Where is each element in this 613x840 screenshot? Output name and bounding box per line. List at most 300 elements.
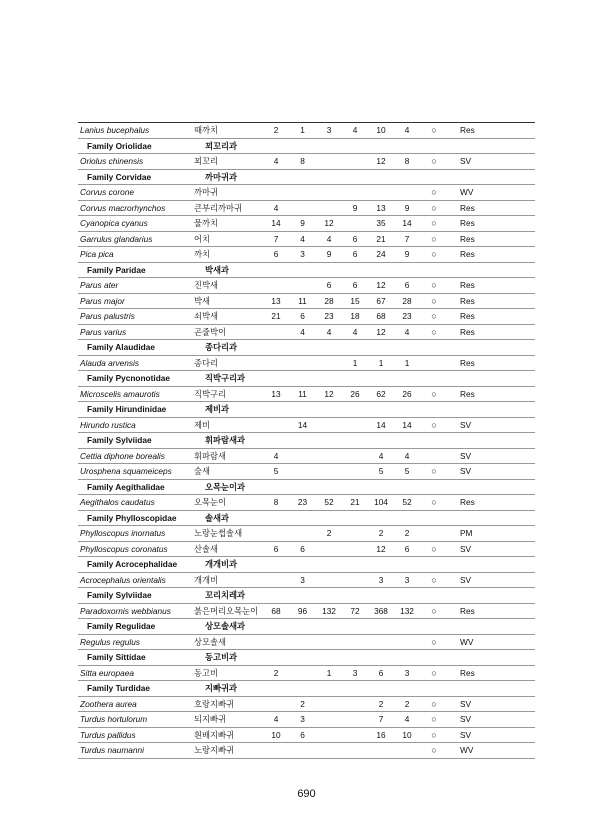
count-cell: 15 (342, 293, 368, 309)
count-cell: 4 (394, 324, 420, 340)
presence-mark: ○ (420, 743, 448, 759)
family-korean-name: 지빠귀과 (192, 681, 263, 697)
count-cell: 5 (263, 464, 289, 480)
empty-cell (342, 479, 368, 495)
count-cell: 3 (394, 665, 420, 681)
empty-cell (289, 169, 316, 185)
status-code: SV (448, 154, 535, 170)
status-code: SV (448, 417, 535, 433)
count-cell: 12 (368, 324, 394, 340)
status-code: WV (448, 185, 535, 201)
count-cell: 7 (263, 231, 289, 247)
scientific-name: Alauda arvensis (78, 355, 192, 371)
count-cell (368, 743, 394, 759)
scientific-name: Garrulus glandarius (78, 231, 192, 247)
presence-mark: ○ (420, 216, 448, 232)
empty-cell (448, 650, 535, 666)
empty-cell (368, 169, 394, 185)
empty-cell (263, 479, 289, 495)
species-row (78, 293, 535, 309)
count-cell: 13 (263, 386, 289, 402)
presence-mark: ○ (420, 185, 448, 201)
count-cell (316, 185, 342, 201)
species-row (78, 324, 535, 340)
count-cell: 6 (289, 541, 316, 557)
count-cell: 12 (316, 216, 342, 232)
count-cell: 68 (368, 309, 394, 325)
count-cell: 13 (263, 293, 289, 309)
species-row (78, 541, 535, 557)
family-korean-name: 오목눈이과 (192, 479, 263, 495)
korean-name: 곤줄박이 (192, 324, 263, 340)
scientific-name: Turdus pallidus (78, 727, 192, 743)
count-cell: 4 (368, 448, 394, 464)
korean-name: 종다리 (192, 355, 263, 371)
scientific-name: Aegithalos caudatus (78, 495, 192, 511)
scientific-name: Sitta europaea (78, 665, 192, 681)
family-name: Family Pycnonotidae (78, 371, 192, 387)
count-cell: 10 (394, 727, 420, 743)
family-name: Family Corvidae (78, 169, 192, 185)
empty-cell (316, 371, 342, 387)
family-name: Family Sylviidae (78, 433, 192, 449)
empty-cell (394, 650, 420, 666)
species-row (78, 247, 535, 263)
empty-cell (448, 619, 535, 635)
count-cell (263, 572, 289, 588)
empty-cell (342, 138, 368, 154)
empty-cell (420, 681, 448, 697)
count-cell (342, 185, 368, 201)
empty-cell (342, 402, 368, 418)
count-cell (289, 665, 316, 681)
family-korean-name: 종다리과 (192, 340, 263, 356)
empty-cell (289, 402, 316, 418)
empty-cell (394, 588, 420, 604)
korean-name: 까마귀 (192, 185, 263, 201)
empty-cell (316, 433, 342, 449)
scientific-name: Pica pica (78, 247, 192, 263)
korean-name: 호랑지빠귀 (192, 696, 263, 712)
count-cell: 4 (263, 200, 289, 216)
korean-name: 노랑지빠귀 (192, 743, 263, 759)
korean-name: 되지빠귀 (192, 712, 263, 728)
scientific-name: Microscelis amaurotis (78, 386, 192, 402)
species-row (78, 464, 535, 480)
count-cell (289, 743, 316, 759)
species-row (78, 154, 535, 170)
empty-cell (263, 169, 289, 185)
count-cell: 4 (342, 123, 368, 139)
korean-name: 박새 (192, 293, 263, 309)
count-cell (316, 448, 342, 464)
family-name: Family Turdidae (78, 681, 192, 697)
empty-cell (316, 169, 342, 185)
family-korean-name: 상모솔새과 (192, 619, 263, 635)
presence-mark: ○ (420, 123, 448, 139)
empty-cell (420, 262, 448, 278)
empty-cell (448, 479, 535, 495)
species-row (78, 727, 535, 743)
count-cell: 6 (289, 309, 316, 325)
species-table (78, 122, 535, 759)
empty-cell (289, 588, 316, 604)
korean-name: 숲새 (192, 464, 263, 480)
count-cell: 3 (289, 712, 316, 728)
count-cell: 3 (394, 572, 420, 588)
korean-name: 휘파람새 (192, 448, 263, 464)
empty-cell (368, 557, 394, 573)
empty-cell (263, 340, 289, 356)
empty-cell (316, 479, 342, 495)
status-code: Res (448, 123, 535, 139)
species-row (78, 278, 535, 294)
presence-mark: ○ (420, 665, 448, 681)
empty-cell (368, 650, 394, 666)
count-cell: 12 (368, 154, 394, 170)
count-cell: 368 (368, 603, 394, 619)
empty-cell (342, 588, 368, 604)
scientific-name: Zoothera aurea (78, 696, 192, 712)
count-cell (342, 526, 368, 542)
species-row (78, 231, 535, 247)
count-cell: 2 (368, 696, 394, 712)
count-cell: 6 (263, 541, 289, 557)
empty-cell (368, 402, 394, 418)
family-korean-name: 솔새과 (192, 510, 263, 526)
scientific-name: Turdus hortulorum (78, 712, 192, 728)
presence-mark (420, 448, 448, 464)
species-row (78, 386, 535, 402)
count-cell: 6 (342, 278, 368, 294)
family-row (78, 510, 535, 526)
empty-cell (394, 557, 420, 573)
count-cell: 68 (263, 603, 289, 619)
count-cell (263, 526, 289, 542)
count-cell (316, 417, 342, 433)
family-row (78, 169, 535, 185)
count-cell: 2 (263, 123, 289, 139)
presence-mark: ○ (420, 417, 448, 433)
family-name: Family Oriolidae (78, 138, 192, 154)
count-cell: 6 (342, 231, 368, 247)
family-name: Family Aegithalidae (78, 479, 192, 495)
status-code: Res (448, 293, 535, 309)
count-cell: 3 (316, 123, 342, 139)
empty-cell (289, 138, 316, 154)
presence-mark: ○ (420, 495, 448, 511)
count-cell (263, 696, 289, 712)
table-body (78, 123, 535, 759)
empty-cell (342, 262, 368, 278)
empty-cell (316, 588, 342, 604)
family-row (78, 479, 535, 495)
status-code: SV (448, 712, 535, 728)
species-row (78, 216, 535, 232)
count-cell (342, 634, 368, 650)
species-row (78, 495, 535, 511)
count-cell: 3 (342, 665, 368, 681)
presence-mark: ○ (420, 293, 448, 309)
species-row (78, 448, 535, 464)
count-cell (289, 200, 316, 216)
family-name: Family Acrocephalidae (78, 557, 192, 573)
count-cell (316, 572, 342, 588)
count-cell: 4 (342, 324, 368, 340)
count-cell: 4 (263, 712, 289, 728)
scientific-name: Phylloscopus coronatus (78, 541, 192, 557)
page-number: 690 (297, 788, 316, 800)
korean-name: 오목눈이 (192, 495, 263, 511)
count-cell: 9 (394, 247, 420, 263)
count-cell (394, 634, 420, 650)
empty-cell (263, 619, 289, 635)
count-cell: 1 (316, 665, 342, 681)
empty-cell (342, 371, 368, 387)
korean-name: 어치 (192, 231, 263, 247)
empty-cell (368, 371, 394, 387)
count-cell: 24 (368, 247, 394, 263)
family-row (78, 433, 535, 449)
status-code: SV (448, 541, 535, 557)
empty-cell (448, 402, 535, 418)
family-row (78, 138, 535, 154)
korean-name: 흰배지빠귀 (192, 727, 263, 743)
count-cell: 28 (316, 293, 342, 309)
empty-cell (289, 262, 316, 278)
korean-name: 동고비 (192, 665, 263, 681)
empty-cell (420, 479, 448, 495)
count-cell: 14 (263, 216, 289, 232)
empty-cell (316, 557, 342, 573)
species-row (78, 743, 535, 759)
species-row (78, 526, 535, 542)
presence-mark: ○ (420, 247, 448, 263)
empty-cell (448, 681, 535, 697)
species-row (78, 696, 535, 712)
count-cell (342, 417, 368, 433)
empty-cell (394, 402, 420, 418)
presence-mark: ○ (420, 278, 448, 294)
empty-cell (342, 169, 368, 185)
korean-name: 큰부리까마귀 (192, 200, 263, 216)
count-cell (263, 743, 289, 759)
empty-cell (368, 262, 394, 278)
count-cell: 1 (289, 123, 316, 139)
empty-cell (263, 371, 289, 387)
scientific-name: Corvus macrorhynchos (78, 200, 192, 216)
count-cell: 35 (368, 216, 394, 232)
presence-mark: ○ (420, 603, 448, 619)
family-korean-name: 박새과 (192, 262, 263, 278)
empty-cell (368, 588, 394, 604)
count-cell (289, 448, 316, 464)
count-cell: 2 (289, 696, 316, 712)
family-korean-name: 직박구리과 (192, 371, 263, 387)
species-row (78, 355, 535, 371)
count-cell: 9 (289, 216, 316, 232)
empty-cell (289, 340, 316, 356)
status-code: Res (448, 495, 535, 511)
count-cell (316, 541, 342, 557)
korean-name: 때까치 (192, 123, 263, 139)
scientific-name: Paradoxornis webbianus (78, 603, 192, 619)
empty-cell (368, 479, 394, 495)
empty-cell (316, 510, 342, 526)
species-row (78, 603, 535, 619)
korean-name: 상모솔새 (192, 634, 263, 650)
presence-mark: ○ (420, 572, 448, 588)
count-cell: 14 (394, 216, 420, 232)
presence-mark: ○ (420, 231, 448, 247)
count-cell: 62 (368, 386, 394, 402)
count-cell: 4 (289, 231, 316, 247)
species-row (78, 634, 535, 650)
count-cell (316, 634, 342, 650)
status-code: Res (448, 386, 535, 402)
count-cell: 23 (316, 309, 342, 325)
empty-cell (263, 138, 289, 154)
empty-cell (394, 262, 420, 278)
empty-cell (448, 588, 535, 604)
count-cell: 7 (394, 231, 420, 247)
empty-cell (420, 371, 448, 387)
count-cell (342, 448, 368, 464)
empty-cell (342, 510, 368, 526)
count-cell (316, 696, 342, 712)
empty-cell (263, 650, 289, 666)
count-cell: 8 (289, 154, 316, 170)
korean-name: 직박구리 (192, 386, 263, 402)
status-code: Res (448, 200, 535, 216)
scientific-name: Phylloscopus inornatus (78, 526, 192, 542)
empty-cell (289, 619, 316, 635)
status-code: Res (448, 665, 535, 681)
count-cell (263, 417, 289, 433)
empty-cell (316, 681, 342, 697)
family-name: Family Sylviidae (78, 588, 192, 604)
status-code: WV (448, 743, 535, 759)
species-row (78, 123, 535, 139)
count-cell: 4 (394, 712, 420, 728)
count-cell: 2 (263, 665, 289, 681)
empty-cell (420, 138, 448, 154)
count-cell (263, 278, 289, 294)
status-code: WV (448, 634, 535, 650)
empty-cell (394, 169, 420, 185)
empty-cell (368, 510, 394, 526)
status-code: Res (448, 355, 535, 371)
count-cell: 1 (342, 355, 368, 371)
korean-name: 노랑눈썹솔새 (192, 526, 263, 542)
count-cell (342, 572, 368, 588)
family-korean-name: 제비과 (192, 402, 263, 418)
scientific-name: Parus varius (78, 324, 192, 340)
count-cell: 4 (289, 324, 316, 340)
family-name: Family Phylloscopidae (78, 510, 192, 526)
count-cell: 67 (368, 293, 394, 309)
count-cell (289, 278, 316, 294)
empty-cell (342, 433, 368, 449)
count-cell (316, 200, 342, 216)
scientific-name: Lanius bucephalus (78, 123, 192, 139)
scientific-name: Parus major (78, 293, 192, 309)
empty-cell (316, 262, 342, 278)
count-cell: 4 (263, 154, 289, 170)
family-korean-name: 꼬리치레과 (192, 588, 263, 604)
presence-mark: ○ (420, 696, 448, 712)
count-cell: 13 (368, 200, 394, 216)
count-cell (289, 634, 316, 650)
presence-mark: ○ (420, 386, 448, 402)
count-cell: 7 (368, 712, 394, 728)
count-cell: 23 (289, 495, 316, 511)
count-cell: 14 (289, 417, 316, 433)
count-cell (316, 355, 342, 371)
empty-cell (394, 371, 420, 387)
count-cell: 1 (368, 355, 394, 371)
family-korean-name: 동고비과 (192, 650, 263, 666)
korean-name: 진박새 (192, 278, 263, 294)
empty-cell (420, 650, 448, 666)
presence-mark: ○ (420, 309, 448, 325)
presence-mark: ○ (420, 727, 448, 743)
empty-cell (368, 619, 394, 635)
count-cell: 9 (394, 200, 420, 216)
count-cell: 12 (316, 386, 342, 402)
scientific-name: Corvus corone (78, 185, 192, 201)
empty-cell (420, 340, 448, 356)
status-code: Res (448, 309, 535, 325)
empty-cell (394, 510, 420, 526)
count-cell: 52 (316, 495, 342, 511)
count-cell: 6 (316, 278, 342, 294)
count-cell (368, 634, 394, 650)
species-row (78, 309, 535, 325)
count-cell: 8 (394, 154, 420, 170)
count-cell: 4 (316, 231, 342, 247)
status-code: Res (448, 247, 535, 263)
korean-name: 꾀꼬리 (192, 154, 263, 170)
count-cell: 21 (342, 495, 368, 511)
empty-cell (394, 340, 420, 356)
count-cell: 9 (342, 200, 368, 216)
count-cell: 10 (368, 123, 394, 139)
family-name: Family Alaudidae (78, 340, 192, 356)
family-row (78, 619, 535, 635)
count-cell (394, 185, 420, 201)
count-cell: 14 (394, 417, 420, 433)
count-cell: 5 (368, 464, 394, 480)
empty-cell (289, 510, 316, 526)
status-code: Res (448, 278, 535, 294)
family-name: Family Sittidae (78, 650, 192, 666)
count-cell: 6 (289, 727, 316, 743)
scientific-name: Regulus regulus (78, 634, 192, 650)
scientific-name: Hirundo rustica (78, 417, 192, 433)
korean-name: 산솔새 (192, 541, 263, 557)
count-cell: 104 (368, 495, 394, 511)
presence-mark: ○ (420, 154, 448, 170)
empty-cell (448, 262, 535, 278)
count-cell: 26 (394, 386, 420, 402)
empty-cell (263, 262, 289, 278)
scientific-name: Urosphena squameiceps (78, 464, 192, 480)
empty-cell (368, 340, 394, 356)
empty-cell (263, 510, 289, 526)
empty-cell (420, 510, 448, 526)
scientific-name: Oriolus chinensis (78, 154, 192, 170)
